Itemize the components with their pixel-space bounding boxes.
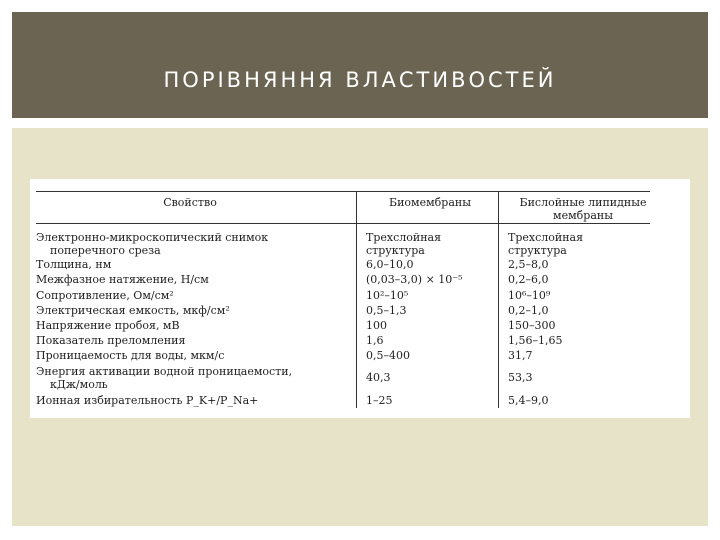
cell-lipid: 31,7: [508, 349, 533, 362]
cell-bio: (0,03–3,0) × 10⁻⁵: [366, 273, 463, 286]
table-header-rule: [36, 223, 650, 224]
cell-lipid: 1,56–1,65: [508, 334, 563, 347]
table-top-rule: [36, 191, 650, 192]
header-lipid-membranes: Бислойные липидные мембраны: [519, 196, 647, 222]
header-biomembranes: Биомембраны: [389, 196, 471, 209]
cell-lipid: 10⁶–10⁹: [508, 289, 551, 302]
cell-property: Сопротивление, Ом/см²: [36, 289, 174, 302]
cell-property: Ионная избирательность P_K+/P_Na+: [36, 394, 259, 407]
header-property: Свойство: [163, 196, 217, 209]
cell-lipid: Трехслойная структура: [508, 231, 584, 257]
cell-bio: 6,0–10,0: [366, 258, 414, 271]
cell-bio: Трехслойная структура: [366, 231, 442, 257]
cell-property: Энергия активации водной проницаемости, кДж/моль: [36, 365, 293, 391]
cell-bio: 1–25: [366, 394, 393, 407]
cell-property: Межфазное натяжение, Н/см: [36, 273, 209, 286]
cell-property: Показатель преломления: [36, 334, 186, 347]
title-bar: [12, 12, 708, 118]
properties-table: [30, 179, 690, 418]
cell-property: Напряжение пробоя, мВ: [36, 319, 180, 332]
cell-bio: 0,5–400: [366, 349, 410, 362]
cell-property: Электронно-микроскопический снимок поперечного среза: [36, 231, 269, 257]
cell-lipid: 2,5–8,0: [508, 258, 549, 271]
cell-bio: 1,6: [366, 334, 384, 347]
slide-title: ПОРІВНЯННЯ ВЛАСТИВОСТЕЙ: [163, 68, 557, 92]
cell-property: Проницаемость для воды, мкм/с: [36, 349, 225, 362]
cell-bio: 40,3: [366, 371, 391, 384]
cell-property: Электрическая емкость, мкф/см²: [36, 304, 230, 317]
cell-lipid: 150–300: [508, 319, 556, 332]
cell-lipid: 5,4–9,0: [508, 394, 549, 407]
cell-bio: 10²–10⁵: [366, 289, 409, 302]
cell-bio: 100: [366, 319, 387, 332]
cell-property: Толщина, нм: [36, 258, 112, 271]
cell-bio: 0,5–1,3: [366, 304, 407, 317]
cell-lipid: 0,2–6,0: [508, 273, 549, 286]
cell-lipid: 53,3: [508, 371, 533, 384]
column-divider-1: [356, 191, 357, 408]
column-divider-2: [498, 191, 499, 408]
cell-lipid: 0,2–1,0: [508, 304, 549, 317]
